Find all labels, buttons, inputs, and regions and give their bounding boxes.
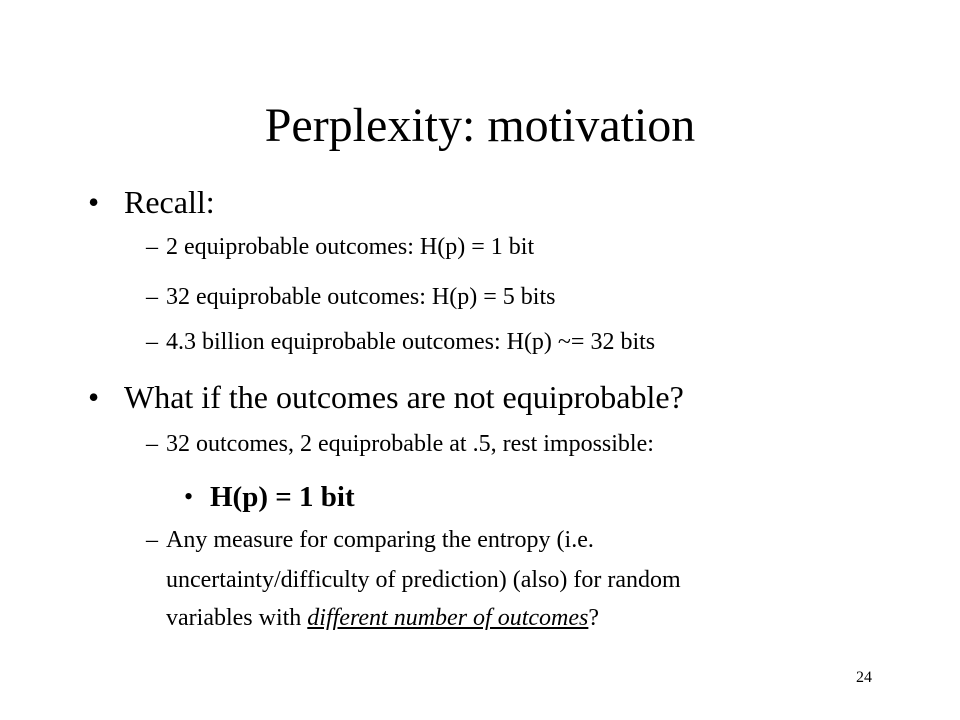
subitem-text: 32 outcomes, 2 equiprobable at .5, rest impossible:: [166, 431, 654, 457]
dash-marker: –: [146, 329, 158, 355]
bullet-text: Recall:: [124, 184, 215, 220]
subitem-text-line3: [166, 603, 599, 633]
bullet-marker: •: [88, 184, 100, 220]
bullet-marker: •: [184, 482, 194, 511]
page-number: 24: [856, 669, 872, 686]
slide-title: Perplexity: motivation: [264, 99, 696, 152]
bullet-marker: •: [88, 379, 100, 415]
subitem-text-line1: Any measure for comparing the entropy (i.e.: [166, 527, 594, 553]
line3-suffix: ?: [588, 605, 600, 631]
dash-marker: –: [146, 527, 158, 553]
subitem-text: 32 equiprobable outcomes: H(p) = 5 bits: [166, 284, 556, 310]
dash-marker: –: [146, 431, 158, 457]
bullet-text: What if the outcomes are not equiprobable?: [124, 379, 684, 415]
emphasis-different-number-of-outcomes: different number of outcomes: [307, 605, 589, 631]
subitem-text: 2 equiprobable outcomes: H(p) = 1 bit: [166, 234, 535, 260]
dash-marker: –: [146, 284, 158, 310]
subitem-text-line2: uncertainty/difficulty of prediction) (also) for random: [166, 567, 681, 593]
subitem-text: 4.3 billion equiprobable outcomes: H(p) ~= 32 bits: [166, 329, 656, 355]
dash-marker: –: [146, 234, 158, 260]
line3-prefix: variables with: [166, 605, 308, 631]
subsubitem-text: H(p) = 1 bit: [210, 481, 355, 513]
